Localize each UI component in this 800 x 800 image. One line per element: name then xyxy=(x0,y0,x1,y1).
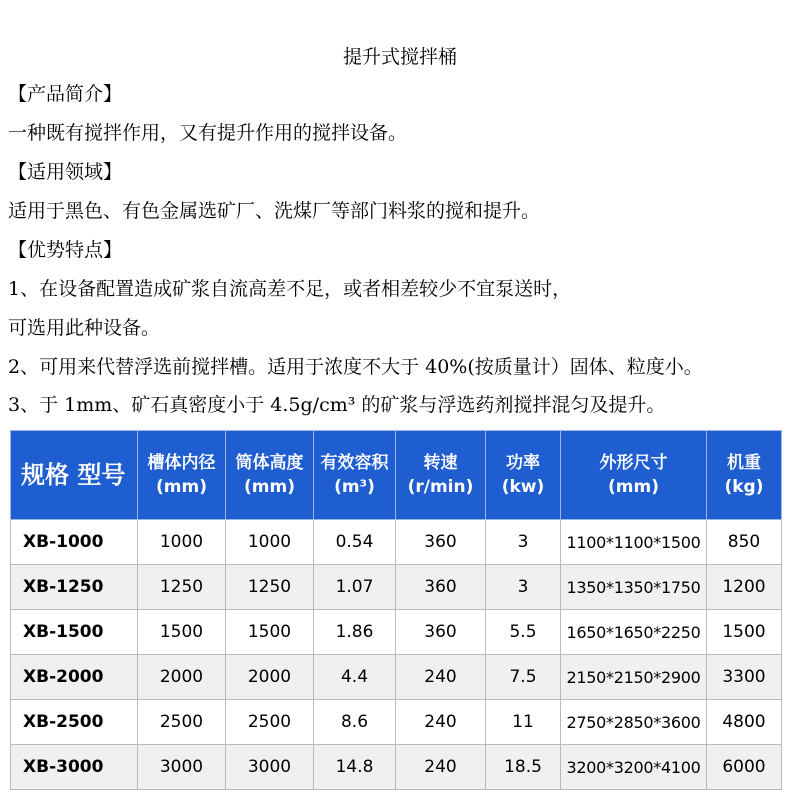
cell-model: XB-3000 xyxy=(11,745,138,790)
cell-power: 3 xyxy=(486,520,561,565)
cell-dimensions: 3200*3200*4100 xyxy=(561,745,707,790)
spec-table xyxy=(10,430,782,790)
document-title: 提升式搅拌桶 xyxy=(342,46,457,68)
intro-text: 一种既有搅拌作用，又有提升作用的搅拌设备。 xyxy=(8,122,408,144)
cell-inner-diameter: 1000 xyxy=(138,520,226,565)
cell-speed: 240 xyxy=(396,655,486,700)
section-heading-intro: 【产品简介】 xyxy=(8,83,123,105)
cell-barrel-height: 2500 xyxy=(226,700,314,745)
cell-effective-volume: 4.4 xyxy=(314,655,396,700)
advantage-1-continued: 可选用此种设备。 xyxy=(8,317,161,339)
cell-model: XB-1250 xyxy=(11,565,138,610)
advantage-1-text: 1、在设备配置造成矿浆自流高差不足，或者相差较少不宜泵送时， xyxy=(8,278,572,300)
table-row xyxy=(11,745,782,790)
cell-dimensions: 1350*1350*1750 xyxy=(561,565,707,610)
header-model: 规格 型号 xyxy=(11,431,138,520)
section-heading-application: 【适用领域】 xyxy=(8,161,123,183)
cell-barrel-height: 1500 xyxy=(226,610,314,655)
cell-barrel-height: 1000 xyxy=(226,520,314,565)
cell-barrel-height: 1250 xyxy=(226,565,314,610)
cell-weight: 3300 xyxy=(707,655,782,700)
table-row xyxy=(11,655,782,700)
cell-model: XB-1000 xyxy=(11,520,138,565)
cell-power: 5.5 xyxy=(486,610,561,655)
cell-dimensions: 2150*2150*2900 xyxy=(561,655,707,700)
cell-power: 11 xyxy=(486,700,561,745)
advantage-2-text: 2、可用来代替浮选前搅拌槽。适用于浓度不大于 40%(按质量计）固体、粒度小。 xyxy=(8,356,703,378)
cell-effective-volume: 14.8 xyxy=(314,745,396,790)
cell-model: XB-1500 xyxy=(11,610,138,655)
cell-barrel-height: 3000 xyxy=(226,745,314,790)
cell-model: XB-2500 xyxy=(11,700,138,745)
header-inner-diameter: 槽体内径 (mm) xyxy=(138,431,226,520)
cell-inner-diameter: 2500 xyxy=(138,700,226,745)
section-heading-advantages: 【优势特点】 xyxy=(8,239,123,261)
cell-speed: 240 xyxy=(396,745,486,790)
header-dimensions: 外形尺寸 (mm) xyxy=(561,431,707,520)
advantage-3-text: 3、于 1mm、矿石真密度小于 4.5g/cm³ 的矿浆与浮选药剂搅拌混匀及提升。 xyxy=(8,394,666,416)
table-header-row xyxy=(11,431,782,520)
cell-speed: 360 xyxy=(396,565,486,610)
cell-weight: 1200 xyxy=(707,565,782,610)
cell-weight: 850 xyxy=(707,520,782,565)
cell-weight: 1500 xyxy=(707,610,782,655)
cell-effective-volume: 0.54 xyxy=(314,520,396,565)
cell-weight: 4800 xyxy=(707,700,782,745)
application-text: 适用于黑色、有色金属选矿厂、洗煤厂等部门料浆的搅和提升。 xyxy=(8,200,541,222)
cell-speed: 360 xyxy=(396,520,486,565)
header-effective-volume: 有效容积 (m³) xyxy=(314,431,396,520)
cell-dimensions: 2750*2850*3600 xyxy=(561,700,707,745)
cell-power: 18.5 xyxy=(486,745,561,790)
table-row xyxy=(11,610,782,655)
cell-inner-diameter: 3000 xyxy=(138,745,226,790)
header-barrel-height: 筒体高度 (mm) xyxy=(226,431,314,520)
table-row xyxy=(11,520,782,565)
table-row xyxy=(11,700,782,745)
cell-effective-volume: 1.86 xyxy=(314,610,396,655)
table-row xyxy=(11,565,782,610)
cell-inner-diameter: 2000 xyxy=(138,655,226,700)
cell-inner-diameter: 1500 xyxy=(138,610,226,655)
header-weight: 机重 (kg) xyxy=(707,431,782,520)
cell-model: XB-2000 xyxy=(11,655,138,700)
cell-power: 3 xyxy=(486,565,561,610)
cell-power: 7.5 xyxy=(486,655,561,700)
cell-barrel-height: 2000 xyxy=(226,655,314,700)
cell-dimensions: 1100*1100*1500 xyxy=(561,520,707,565)
header-power: 功率 (kw) xyxy=(486,431,561,520)
cell-inner-diameter: 1250 xyxy=(138,565,226,610)
cell-dimensions: 1650*1650*2250 xyxy=(561,610,707,655)
cell-speed: 360 xyxy=(396,610,486,655)
cell-speed: 240 xyxy=(396,700,486,745)
cell-weight: 6000 xyxy=(707,745,782,790)
header-speed: 转速 (r/min) xyxy=(396,431,486,520)
cell-effective-volume: 1.07 xyxy=(314,565,396,610)
cell-effective-volume: 8.6 xyxy=(314,700,396,745)
